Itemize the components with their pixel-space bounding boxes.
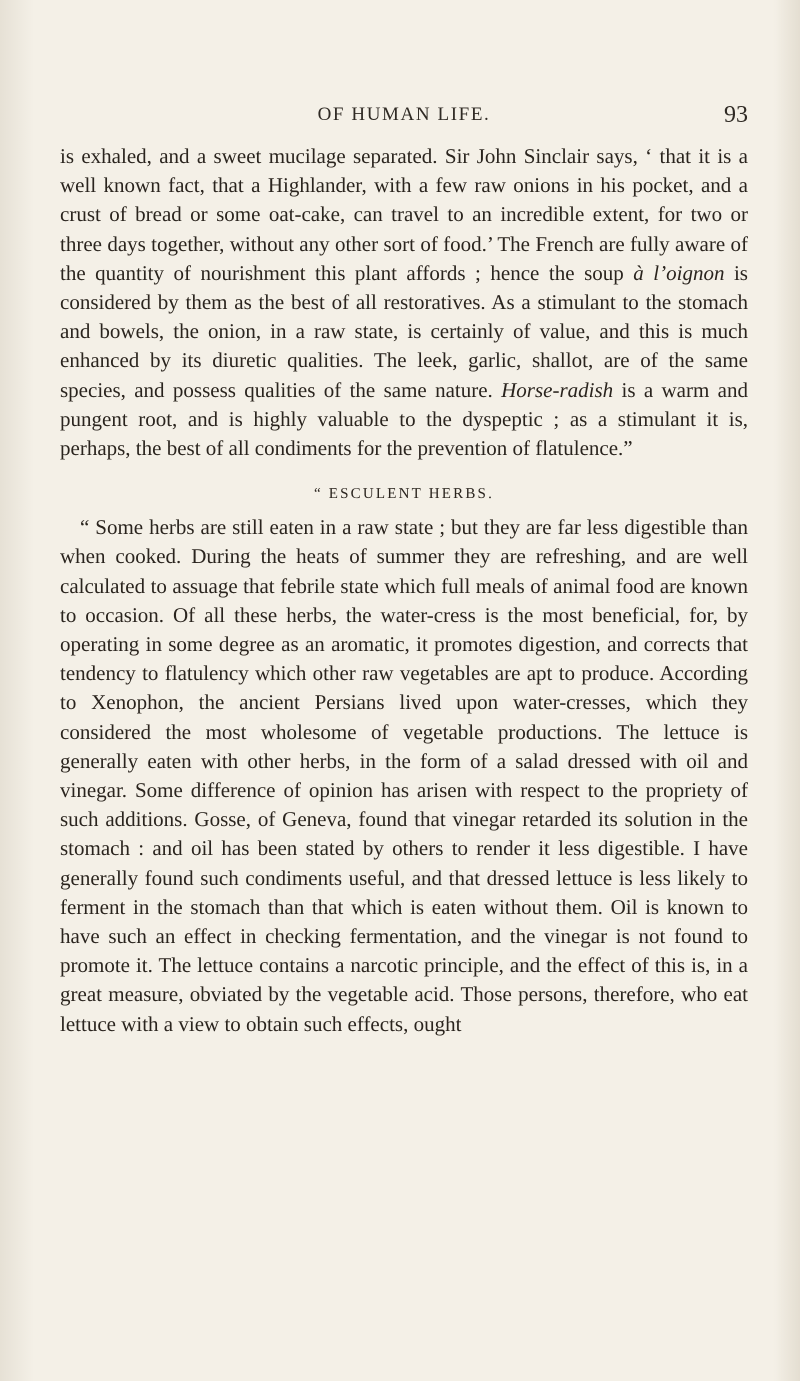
paragraph-onion-italic-2: Horse-radish — [501, 377, 614, 402]
paragraph-esculent-herbs: “ Some herbs are still eaten in a raw state ; but they are far less digestible than when cooked. During the heats of summer they are refreshing, and are well calculated to assuage that febrile state which full meals of animal food are known to occasion. Of all these herbs, the water-cress is the most beneficial, for, by operating in some degree as an aromatic, it promotes digestion, and corrects that tendency to flatulency which other raw vegetables are apt to produce. According to Xenophon, the ancient Persians lived upon water-cresses, which they considered the most wholesome of vegetable productions. The lettuce is generally eaten with other herbs, in the form of a salad dressed with oil and vinegar. Some difference of opinion has arisen with respect to the propriety of such additions. Gosse, of Geneva, found that vinegar retarded its solution in the stomach : and oil has been stated by others to render it less digestible. I have generally found such condiments useful, and that dressed lettuce is less likely to ferment in the stomach than that which is eaten without them. Oil is known to have such an effect in checking fermentation, and the vinegar is not found to promote it. The lettuce contains a narcotic principle, and the effect of this is, in a great measure, obviated by the vegetable acid. Those persons, therefore, who eat lettuce with a view to obtain such effects, ought — [60, 515, 748, 1036]
paragraph-onion-text-3: is a warm and pungent root, and is highly valuable to the dyspeptic ; as a stimulant it is, perhaps, the best of all condiments for the prevention of flatulence.” — [60, 377, 748, 461]
paragraph-onion-italic-1: à l’oignon — [633, 260, 725, 285]
paragraph-onion — [60, 142, 748, 463]
page-edge-shading — [772, 0, 800, 1381]
page-number: 93 — [724, 102, 748, 128]
page-body-text — [60, 142, 748, 1039]
page-header — [60, 104, 748, 134]
paragraph-onion-text-2: is considered by them as the best of all restoratives. As a stimulant to the stomach and bowels, the onion, in a raw state, is certainly of value, and this is much enhanced by its diuretic qualities. The leek, garlic, shallot, are of the same species, and possess qualities of the same nature. — [60, 260, 748, 402]
running-head: OF HUMAN LIFE. — [317, 104, 491, 125]
paragraph-onion-text-1: is exhaled, and a sweet mucilage separated. Sir John Sinclair says, ‘ that it is a well known fact, that a Highlander, with a few raw onions in his pocket, and a crust of bread or some oat-cake, can travel to an incredible extent, for two or three days together, without any other sort of food.’ The French are fully aware of the quantity of nourishment this plant affords ; hence the soup — [60, 144, 748, 285]
section-heading: “ ESCULENT HERBS. — [313, 486, 495, 503]
